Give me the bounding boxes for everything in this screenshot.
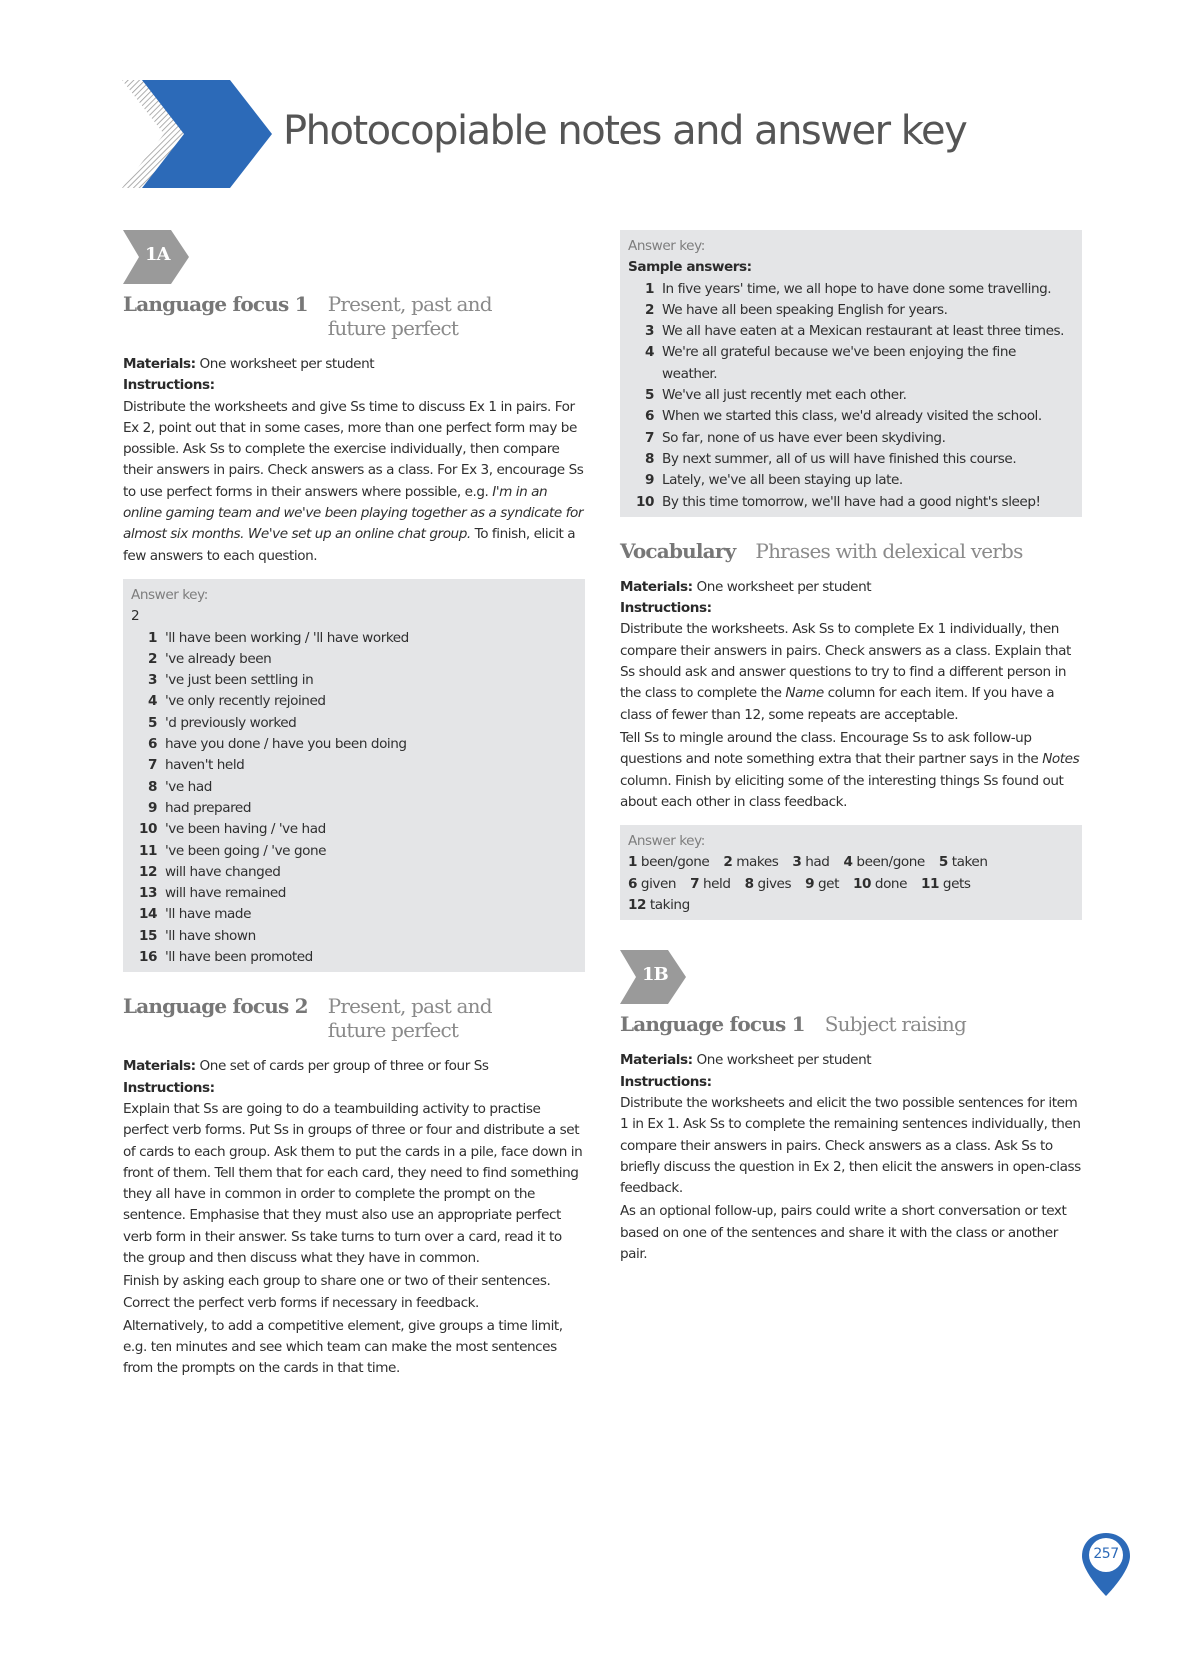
answer-item — [628, 300, 1074, 321]
header-chevron-banner — [122, 80, 272, 188]
answer-text: 'll have been promoted — [165, 949, 313, 966]
materials-line: Materials: One set of cards per group of three or four Ss — [123, 1058, 489, 1075]
right-column — [620, 230, 1082, 1265]
instructions-paragraph: Distribute the worksheets. Ask Ss to complete Ex 1 individually, then compare their answers in pairs. Check answers as a class. Explain that Ss should ask and answer questions to try to find a different person in the class to complete the Name column for each item. If you have a class of fewer than 12, some repeats are acceptable. — [620, 621, 1071, 723]
exercise-number: 2 — [131, 608, 140, 625]
answer-number: 15 — [138, 927, 157, 944]
unit-tag-1b: 1B — [620, 950, 686, 1004]
answer-number: 3 — [147, 672, 157, 689]
answer-text: 'll have made — [165, 906, 252, 923]
answer-text: gets — [942, 875, 971, 892]
answer-text: Lately, we've all been staying up late. — [662, 472, 903, 489]
answer-item — [131, 841, 577, 862]
answer-number: 5 — [938, 854, 948, 871]
answer-item — [628, 449, 1074, 470]
answer-item — [628, 852, 709, 873]
answer-text: makes — [736, 854, 779, 871]
answer-number: 4 — [644, 344, 654, 361]
answer-text: By this time tomorrow, we'll have had a good night's sleep! — [662, 493, 1041, 510]
answer-item — [131, 670, 577, 691]
answer-text: get — [818, 875, 839, 892]
answer-number: 4 — [147, 693, 157, 710]
answer-item — [131, 755, 577, 776]
answer-item — [921, 874, 971, 895]
answer-text: 've only recently rejoined — [165, 693, 326, 710]
answer-text: taken — [951, 854, 988, 871]
instructions-label: Instructions: — [123, 1079, 215, 1096]
answer-key-title: Answer key: — [131, 586, 208, 603]
answer-text: taking — [649, 897, 690, 914]
answer-number: 13 — [138, 885, 157, 902]
answer-item — [939, 852, 988, 873]
instructions-paragraph: Tell Ss to mingle around the class. Encourage Ss to ask follow-up questions and note something extra that their partner says in the Notes column. Finish by eliciting some of the interesting things Ss found out about each other in class feedback. — [620, 729, 1080, 810]
section-label: Language focus 1 — [123, 292, 308, 316]
section-heading — [620, 1012, 1082, 1036]
section-heading — [123, 292, 585, 340]
answer-number: 8 — [644, 450, 654, 467]
answer-number: 8 — [147, 778, 157, 795]
answer-text: been/gone — [640, 854, 710, 871]
answer-number: 1 — [628, 854, 638, 871]
answer-number: 1 — [147, 629, 157, 646]
answer-item — [628, 385, 1074, 406]
answer-key-box — [620, 825, 1082, 920]
answer-item — [628, 279, 1074, 300]
answer-text: 'll have been working / 'll have worked — [165, 629, 409, 646]
answer-text: been/gone — [856, 854, 925, 871]
answer-text: will have remained — [165, 885, 286, 902]
answer-key-title: Answer key: — [628, 833, 705, 850]
answer-item — [805, 874, 839, 895]
section-label: Vocabulary — [620, 538, 736, 563]
section-label: Language focus 1 — [620, 1012, 805, 1037]
answer-number: 7 — [147, 757, 157, 774]
answer-text: done — [874, 875, 908, 892]
answer-text: have you done / have you been doing — [165, 736, 407, 753]
answer-text: By next summer, all of us will have finished this course. — [662, 450, 1017, 467]
answer-item — [131, 883, 577, 904]
answer-number: 6 — [628, 875, 638, 892]
answer-text: 've been having / 've had — [165, 821, 326, 838]
answer-key-box — [123, 579, 585, 972]
page-title: Photocopiable notes and answer key — [283, 108, 967, 154]
instructions-label: Instructions: — [123, 377, 215, 394]
instructions-text: Distribute the worksheets and give Ss time to discuss Ex 1 in pairs. For Ex 2, point out that in some cases, more than one perfect form may be possible. Ask Ss to complete the exercise individually, then compare their answers in pairs. Check answers as a class. For Ex 3, encourage Ss to use perfect forms in their answers where possible, e.g. I'm in an online gaming team and we've been playing together as a syndicate for almost six months. We've set up an online chat group. To finish, elicit a few answers to each question. — [123, 398, 584, 564]
inline-answer-list — [628, 852, 1074, 916]
page-number-badge — [1078, 1530, 1134, 1600]
answer-text: had prepared — [165, 799, 252, 816]
answer-item — [745, 874, 792, 895]
answer-number: 10 — [138, 821, 157, 838]
answer-number: 10 — [635, 493, 654, 510]
section-heading — [620, 539, 1082, 563]
answer-text: 've been going / 've gone — [165, 842, 327, 859]
instructions-paragraph: Distribute the worksheets and elicit the two possible sentences for item 1 in Ex 1. Ask Ss to complete the remaining sentences individually, then compare their answers in pairs. Check answers as a class. Ask Ss to briefly discuss the question in Ex 2, then elicit the answers in open-class feedback. — [620, 1094, 1081, 1197]
answer-text: 've had — [165, 778, 212, 795]
answer-item — [723, 852, 778, 873]
answer-number: 9 — [644, 472, 654, 489]
answer-item — [628, 874, 676, 895]
answer-item — [131, 904, 577, 925]
answer-text: When we started this class, we'd already visited the school. — [662, 408, 1042, 425]
answer-number: 8 — [744, 875, 754, 892]
answer-number: 9 — [147, 799, 157, 816]
answer-number: 5 — [644, 387, 654, 404]
answer-text: 'll have shown — [165, 927, 256, 944]
answer-text: gives — [757, 875, 792, 892]
answer-text: We have all been speaking English for years. — [662, 301, 948, 318]
answer-text: In five years' time, we all hope to have done some travelling. — [662, 280, 1052, 297]
answer-text: will have changed — [165, 863, 281, 880]
answer-number: 11 — [138, 842, 157, 859]
answer-number: 5 — [147, 714, 157, 731]
answer-item — [628, 492, 1074, 513]
answer-item — [131, 926, 577, 947]
answer-item — [131, 691, 577, 712]
answer-list — [628, 279, 1074, 513]
answer-number: 1 — [644, 280, 654, 297]
answer-item — [844, 852, 925, 873]
answer-number: 11 — [921, 875, 940, 892]
answer-item — [131, 798, 577, 819]
answer-item — [131, 777, 577, 798]
answer-item — [131, 734, 577, 755]
section-topic: Subject raising — [824, 1012, 966, 1037]
answer-item — [628, 470, 1074, 491]
answer-text: 've already been — [165, 650, 272, 667]
materials-line: Materials: One worksheet per student — [620, 578, 872, 595]
section-label: Language focus 2 — [123, 994, 308, 1019]
page-number: 257 — [1093, 1546, 1119, 1562]
answer-item — [131, 628, 577, 649]
answer-item — [628, 428, 1074, 449]
instructions-label: Instructions: — [620, 600, 712, 617]
answer-number: 3 — [644, 323, 654, 340]
answer-text: So far, none of us have ever been skydiving. — [662, 429, 946, 446]
answer-list — [131, 628, 577, 969]
answer-number: 6 — [147, 736, 157, 753]
answer-number: 4 — [843, 854, 853, 871]
answer-number: 2 — [147, 650, 157, 667]
instructions-paragraph: Alternatively, to add a competitive element, give groups a time limit, e.g. ten minutes and see which team can make the most sentences from the prompts on the cards in that time. — [123, 1317, 563, 1377]
answer-number: 9 — [805, 875, 815, 892]
answer-text: 'd previously worked — [165, 714, 297, 731]
answer-text: 've just been settling in — [165, 672, 314, 689]
answer-item — [131, 947, 577, 968]
answer-text: held — [702, 875, 731, 892]
map-pin-icon — [1078, 1530, 1134, 1600]
answer-number: 6 — [644, 408, 654, 425]
answer-item — [131, 649, 577, 670]
answer-number: 7 — [690, 875, 700, 892]
materials-line: Materials: One worksheet per student — [620, 1052, 872, 1069]
answer-item — [131, 862, 577, 883]
answer-item — [628, 406, 1074, 427]
sample-answer-key-box — [620, 230, 1082, 517]
answer-item — [628, 342, 1074, 385]
section-topic: Present, past and future perfect — [327, 994, 492, 1043]
instructions-paragraph: Finish by asking each group to share one or two of their sentences. Correct the perfect verb forms if necessary in feedback. — [123, 1273, 551, 1311]
chevron-graphic — [122, 80, 272, 188]
answer-number: 2 — [644, 301, 654, 318]
answer-text: had — [805, 854, 830, 871]
sample-answers-label: Sample answers: — [628, 259, 752, 276]
answer-item — [853, 874, 907, 895]
answer-text: We all have eaten at a Mexican restaurant at least three times. — [662, 323, 1065, 340]
answer-number: 12 — [628, 897, 647, 914]
answer-text: We're all grateful because we've been enjoying the fine weather. — [662, 344, 1016, 382]
section-topic: Phrases with delexical verbs — [755, 538, 1023, 563]
answer-key-title: Answer key: — [628, 238, 705, 254]
answer-number: 16 — [138, 949, 157, 966]
answer-number: 12 — [138, 863, 157, 880]
answer-item — [131, 819, 577, 840]
instructions-paragraph: As an optional follow-up, pairs could write a short conversation or text based on one of the sentences and share it with the class or another pair. — [620, 1203, 1067, 1262]
answer-number: 7 — [644, 429, 654, 446]
materials-line: Materials: One worksheet per student — [123, 356, 375, 372]
answer-number: 10 — [852, 875, 872, 892]
instructions-paragraph: Explain that Ss are going to do a teambuilding activity to practise perfect verb forms. Put Ss in groups of three or four and distribute a set of cards to each group. Ask them to put the cards in a pile, face down in front of them. Tell them that for each card, they need to find something they all have in common in order to complete the prompt on the sentence. Emphasise that they must also use an appropriate perfect verb form in their answer. Ss take turns to turn over a card, read it to the group and then discuss what they have in common. — [123, 1100, 583, 1266]
answer-item — [628, 895, 690, 916]
answer-item — [628, 321, 1074, 342]
answer-number: 2 — [723, 854, 733, 871]
answer-item — [131, 713, 577, 734]
answer-text: We've all just recently met each other. — [662, 387, 907, 404]
section-heading — [123, 994, 585, 1042]
section-topic: Present, past and future perfect — [327, 292, 492, 340]
answer-item — [792, 852, 829, 873]
instructions-label: Instructions: — [620, 1073, 712, 1090]
answer-number: 14 — [138, 906, 157, 923]
answer-text: given — [640, 875, 677, 892]
answer-number: 3 — [792, 854, 802, 871]
unit-tag-1a: 1A — [123, 230, 189, 284]
answer-item — [690, 874, 730, 895]
answer-text: haven't held — [165, 757, 245, 774]
left-column — [123, 230, 585, 1380]
